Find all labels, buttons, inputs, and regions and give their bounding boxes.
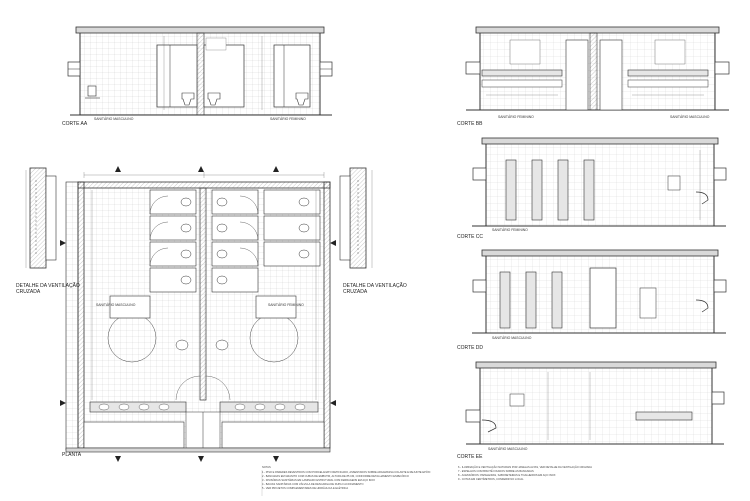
section-dd-drawing — [472, 250, 726, 333]
section-aa-title: CORTE AA — [62, 121, 88, 127]
room-label-plan-masc: SANITÁRIO MASCULINO — [96, 303, 136, 307]
ventilation-detail-right — [340, 168, 372, 268]
notes-right-line-3: 8 - ACESSÓRIOS: PAPELEIRAS, SABONETEIRAS E TOALHEIROS EM AÇO INOX — [458, 474, 556, 477]
section-ee-title: CORTE EE — [457, 454, 483, 460]
section-ee-drawing — [466, 362, 724, 444]
notes-left-line-4: 4 - BACIAS SANITÁRIAS COM VÁLVULA DE DESCARGA DE DUPLO ACIONAMENTO — [262, 483, 364, 486]
notes-right-line-2: 7 - ESPELHOS COM BISOTÊ FIXADOS SOBRE AS BANCADAS — [458, 470, 534, 473]
vent-detail-left-title-1: DETALHE DA VENTILAÇÃO — [16, 283, 80, 289]
ventilation-detail-left — [26, 168, 56, 268]
section-bb-title: CORTE BB — [457, 121, 483, 127]
room-label-ee-masc: SANITÁRIO MASCULINO — [488, 447, 528, 451]
notes-left-line-1: 1 - PISO E PAREDES REVESTIDOS COM PORCELANATO RETIFICADO, ASSENTADOS SOBRE ARGAMASSA COLANTE E REJUNTE EPÓXI — [262, 471, 431, 474]
room-label-aa-fem: SANITÁRIO FEMININO — [270, 117, 306, 121]
section-dd-title: CORTE DD — [457, 345, 484, 351]
room-label-plan-fem: SANITÁRIO FEMININO — [268, 303, 304, 307]
section-aa-drawing — [68, 27, 332, 115]
notes-left-line-2: 2 - BANCADAS EM GRANITO COM CUBAS DE EMBUTIR, ALTURA DE 85 CM, CONFORME DETALHAMENTO ESPECÍFICO — [262, 475, 409, 478]
floor-plan-drawing — [60, 166, 336, 462]
plan-title: PLANTA — [62, 452, 82, 458]
notes-left-line-3: 3 - DIVISÓRIAS SANITÁRIAS EM LAMINADO ESTRUTURAL COM FERRAGENS EM AÇO INOX — [262, 479, 376, 482]
vent-detail-right-title-1: DETALHE DA VENTILAÇÃO — [343, 283, 407, 289]
notes-right-line-4: 9 - COTAS EM CENTÍMETROS, CONFERIR NO LOCAL — [458, 478, 524, 481]
section-cc-title: CORTE CC — [457, 234, 484, 240]
room-label-dd-masc: SANITÁRIO MASCULINO — [492, 336, 532, 340]
section-bb-drawing — [466, 27, 729, 110]
room-label-bb-fem: SANITÁRIO FEMININO — [498, 115, 534, 119]
notes-left-line-5: 5 - VER PROJETOS COMPLEMENTARES DE HIDRÁULICA E ELÉTRICA — [262, 487, 349, 490]
room-label-aa-masc: SANITÁRIO MASCULINO — [94, 117, 134, 121]
vent-detail-left-title-2: CRUZADA — [16, 289, 41, 295]
notes-title: NOTAS — [262, 466, 271, 469]
room-label-bb-masc: SANITÁRIO MASCULINO — [670, 115, 710, 119]
room-label-cc-fem: SANITÁRIO FEMININO — [492, 228, 528, 232]
notes-right-line-1: 6 - ILUMINAÇÃO E VENTILAÇÃO NATURAIS POR JANELAS ALTAS, VER DETALHE DA VENTILAÇÃO CRUZADA — [458, 466, 592, 469]
section-cc-drawing — [472, 138, 726, 226]
vent-detail-right-title-2: CRUZADA — [343, 289, 368, 295]
